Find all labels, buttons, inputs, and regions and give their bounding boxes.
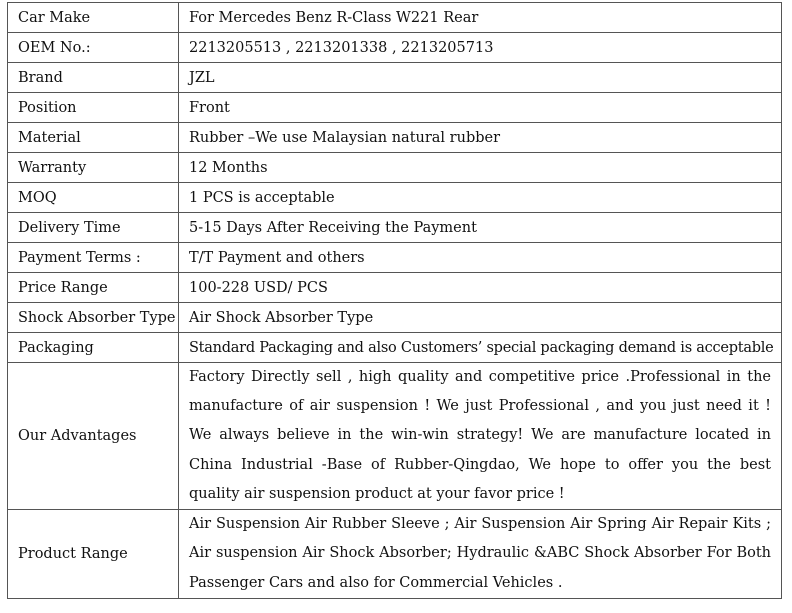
row-value-car-make: For Mercedes Benz R-Class W221 Rear [179, 3, 782, 33]
row-value-packaging: Standard Packaging and also Customers’ special packaging demand is acceptable [179, 333, 782, 363]
row-label-oem-no: OEM No.: [8, 33, 179, 63]
row-value-oem-no: 2213205513 , 2213201338 , 2213205713 [179, 33, 782, 63]
row-value-our-advantages: Factory Directly sell , high quality and competitive price .Professional in the manufacture of air suspension ! We just Professional , and you just need it ! We always believe in the win-win strategy! We are manufacture located in China Industrial -Base of Rubber-Qingdao, We hope to offer you the best quality air suspension product at your favor price ! [179, 363, 782, 510]
product-spec-table [7, 2, 782, 599]
table-row [8, 303, 782, 333]
table-row [8, 153, 782, 183]
table-row [8, 510, 782, 599]
row-label-shock-absorber-type: Shock Absorber Type [8, 303, 179, 333]
row-value-payment-terms: T/T Payment and others [179, 243, 782, 273]
row-label-price-range: Price Range [8, 273, 179, 303]
row-label-brand: Brand [8, 63, 179, 93]
row-value-warranty: 12 Months [179, 153, 782, 183]
table-row [8, 93, 782, 123]
row-value-shock-absorber-type: Air Shock Absorber Type [179, 303, 782, 333]
row-label-moq: MOQ [8, 183, 179, 213]
row-value-delivery-time: 5-15 Days After Receiving the Payment [179, 213, 782, 243]
table-row [8, 213, 782, 243]
row-value-position: Front [179, 93, 782, 123]
row-label-product-range: Product Range [8, 510, 179, 599]
table-row [8, 363, 782, 510]
table-row [8, 273, 782, 303]
row-value-price-range: 100-228 USD/ PCS [179, 273, 782, 303]
row-value-brand: JZL [179, 63, 782, 93]
table-row [8, 243, 782, 273]
row-label-packaging: Packaging [8, 333, 179, 363]
row-value-material: Rubber –We use Malaysian natural rubber [179, 123, 782, 153]
row-label-payment-terms: Payment Terms : [8, 243, 179, 273]
row-label-warranty: Warranty [8, 153, 179, 183]
table-row [8, 333, 782, 363]
table-row [8, 183, 782, 213]
row-label-delivery-time: Delivery Time [8, 213, 179, 243]
table-row [8, 63, 782, 93]
table-row [8, 33, 782, 63]
table-row [8, 123, 782, 153]
row-label-position: Position [8, 93, 179, 123]
row-label-our-advantages: Our Advantages [8, 363, 179, 510]
row-label-material: Material [8, 123, 179, 153]
row-value-product-range: Air Suspension Air Rubber Sleeve ; Air Suspension Air Spring Air Repair Kits ; Air suspension Air Shock Absorber; Hydraulic &ABC Shock Absorber For Both Passenger Cars and also for Commercial Vehicles . [179, 510, 782, 599]
table-row [8, 3, 782, 33]
row-label-car-make: Car Make [8, 3, 179, 33]
row-value-moq: 1 PCS is acceptable [179, 183, 782, 213]
